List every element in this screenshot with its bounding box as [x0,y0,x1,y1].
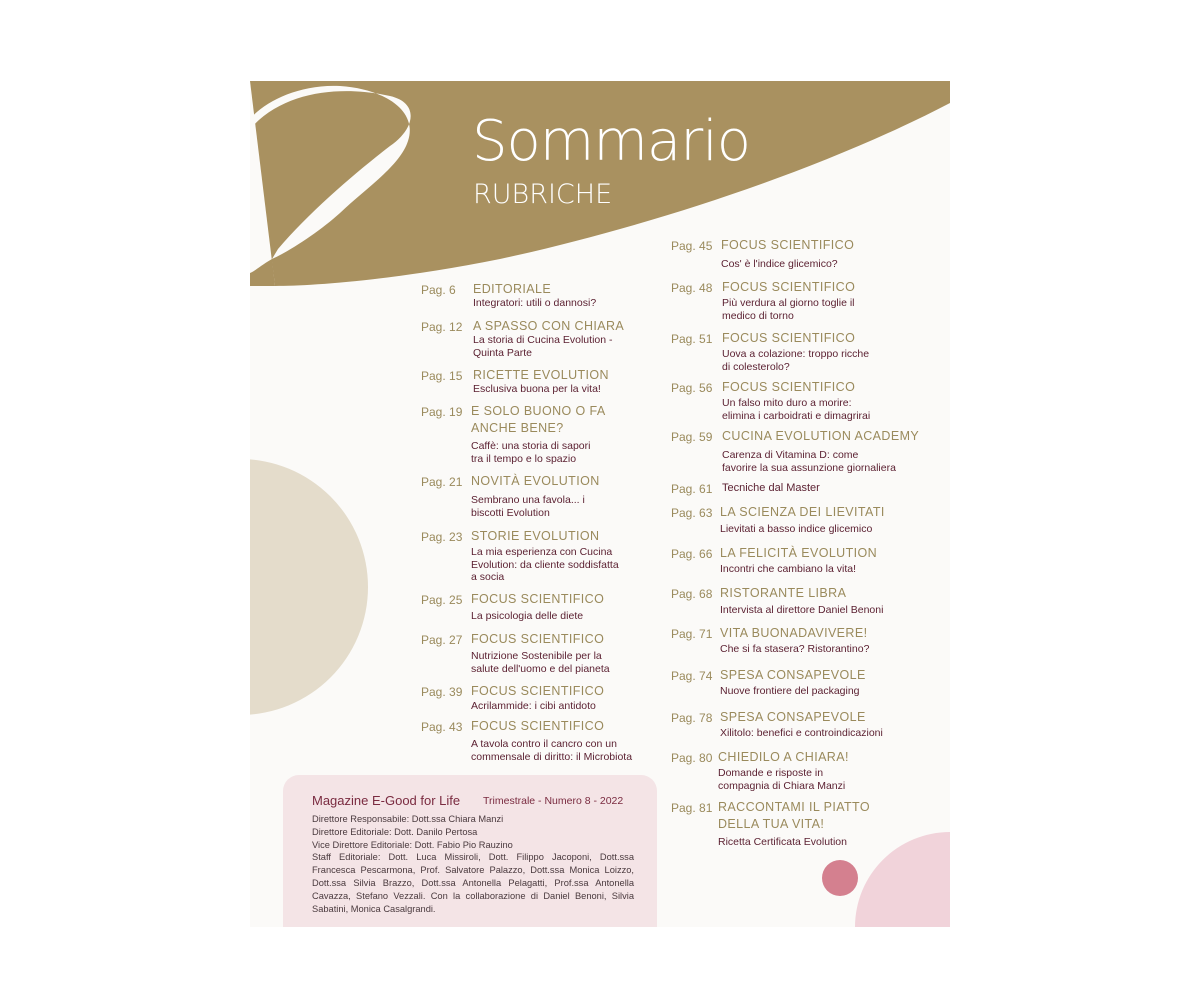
toc-page-number: Pag. 43 [421,720,463,734]
toc-section-title: CUCINA EVOLUTION ACADEMY [722,429,920,443]
magazine-info-box [283,775,657,927]
toc-page-number: Pag. 66 [671,547,713,561]
toc-section-title: LA FELICITÀ EVOLUTION [720,546,878,560]
toc-page-number: Pag. 68 [671,587,713,601]
toc-page-number: Pag. 78 [671,711,713,725]
toc-description: Un falso mito duro a morire: elimina i carboidrati e dimagrirai [722,397,871,422]
toc-section-title: EDITORIALE [473,282,552,296]
toc-page-number: Pag. 56 [671,381,713,395]
beige-half-circle [250,459,368,715]
toc-section-title: FOCUS SCIENTIFICO [722,380,856,394]
toc-section-title: FOCUS SCIENTIFICO [471,719,605,733]
toc-section-title: CHIEDILO A CHIARA! [718,750,849,764]
toc-description: Nutrizione Sostenibile per la salute dell'uomo e del pianeta [471,650,610,675]
toc-description: Ricetta Certificata Evolution [718,836,847,848]
toc-description: Carenza di Vitamina D: come favorire la sua assunzione giornaliera [722,449,896,474]
staff-text: Staff Editoriale: Dott. Luca Missiroli, Dott. Filippo Jacoponi, Dott.ssa Francesca Pescarmona, Prof. Salvatore Palazzo, Dott.ssa Monica Loizzo, Dott.ssa Silvia Brazzo, Dott.ssa Antonella Pelagatti, Prof.ssa Antonella Cavazza, Stefano Vezzali. Con la collaborazione di Daniel Benoni, Silvia Sabatini, Monica Casalgrandi. [312,852,634,914]
toc-description: Più verdura al giorno toglie il medico di torno [722,297,855,322]
magazine-page [250,81,950,927]
toc-description: La mia esperienza con Cucina Evolution: da cliente soddisfatta a socia [471,546,619,583]
swirl-inner [250,259,275,286]
editorial-director-line: Direttore Editoriale: Dott. Danilo Pertosa [312,827,478,837]
toc-page-number: Pag. 23 [421,530,463,544]
toc-page-number: Pag. 59 [671,430,713,444]
toc-section-title: FOCUS SCIENTIFICO [722,280,856,294]
toc-description: Sembrano una favola... i biscotti Evolution [471,494,585,519]
toc-section-title: RISTORANTE LIBRA [720,586,847,600]
toc-section-title: FOCUS SCIENTIFICO [471,592,605,606]
toc-page-number: Pag. 6 [421,283,456,297]
toc-section-title: FOCUS SCIENTIFICO [471,632,605,646]
toc-description: Intervista al direttore Daniel Benoni [720,604,884,616]
toc-page-number: Pag. 51 [671,332,713,346]
toc-section-title: SPESA CONSAPEVOLE [720,668,866,682]
toc-description: A tavola contro il cancro con un commensale di diritto: il Microbiota [471,738,633,763]
pink-dot [822,860,858,896]
toc-page-number: Pag. 12 [421,320,463,334]
toc-section-title: A SPASSO CON CHIARA [473,319,625,333]
toc-description: Xilitolo: benefici e controindicazioni [720,727,883,739]
toc-page-number: Pag. 19 [421,405,463,419]
toc-description: Nuove frontiere del packaging [720,685,860,697]
toc-page-number: Pag. 48 [671,281,713,295]
toc-page-number: Pag. 74 [671,669,713,683]
toc-page-number: Pag. 80 [671,751,713,765]
toc-page-number: Pag. 27 [421,633,463,647]
toc-description: Caffè: una storia di sapori tra il tempo e lo spazio [471,440,591,465]
page-title: Sommario [472,109,751,174]
toc-section-title: RICETTE EVOLUTION [473,368,609,382]
toc-description: Domande e risposte in compagnia di Chiara Manzi [718,767,846,792]
toc-description: La storia di Cucina Evolution - Quinta Parte [473,334,613,359]
toc-section-title: NOVITÀ EVOLUTION [471,474,600,488]
director-line: Direttore Responsabile: Dott.ssa Chiara Manzi [312,814,504,824]
toc-description: Acrilammide: i cibi antidoto [471,700,596,712]
magazine-issue: Trimestrale - Numero 8 - 2022 [483,795,624,807]
toc-section-title: E SOLO BUONO O FA ANCHE BENE? [471,404,606,435]
toc-description: Uova a colazione: troppo ricche di colesterolo? [722,348,870,373]
page-subtitle: RUBRICHE [473,179,613,210]
magazine-title: Magazine E-Good for Life [312,793,461,808]
toc-section-title: SPESA CONSAPEVOLE [720,710,866,724]
toc-description: Integratori: utili o dannosi? [473,297,597,309]
toc-section-title: RACCONTAMI IL PIATTO DELLA TUA VITA! [718,800,870,831]
toc-section-title: VITA BUONADAVIVERE! [720,626,868,640]
toc-description: Lievitati a basso indice glicemico [720,523,873,535]
toc-page-number: Pag. 39 [421,685,463,699]
toc-description: Tecniche dal Master [722,482,820,494]
toc-page-number: Pag. 45 [671,239,713,253]
toc-section-title: FOCUS SCIENTIFICO [471,684,605,698]
toc-section-title: FOCUS SCIENTIFICO [721,238,855,252]
toc-description: Che si fa stasera? Ristorantino? [720,643,870,655]
toc-section-title: FOCUS SCIENTIFICO [722,331,856,345]
toc-page-number: Pag. 25 [421,593,463,607]
toc-description: Incontri che cambiano la vita! [720,563,856,575]
toc-description: Cos' è l'indice glicemico? [721,258,838,270]
toc-page-number: Pag. 71 [671,627,713,641]
toc-section-title: STORIE EVOLUTION [471,529,600,543]
toc-section-title: LA SCIENZA DEI LIEVITATI [720,505,885,519]
toc-description: Esclusiva buona per la vita! [473,383,601,395]
toc-page-number: Pag. 81 [671,801,713,815]
toc-page-number: Pag. 63 [671,506,713,520]
toc-page-number: Pag. 21 [421,475,463,489]
toc-page-number: Pag. 15 [421,369,463,383]
toc-page-number: Pag. 61 [671,482,713,496]
vice-director-line: Vice Direttore Editoriale: Dott. Fabio Pio Rauzino [312,840,513,850]
toc-description: La psicologia delle diete [471,610,584,622]
